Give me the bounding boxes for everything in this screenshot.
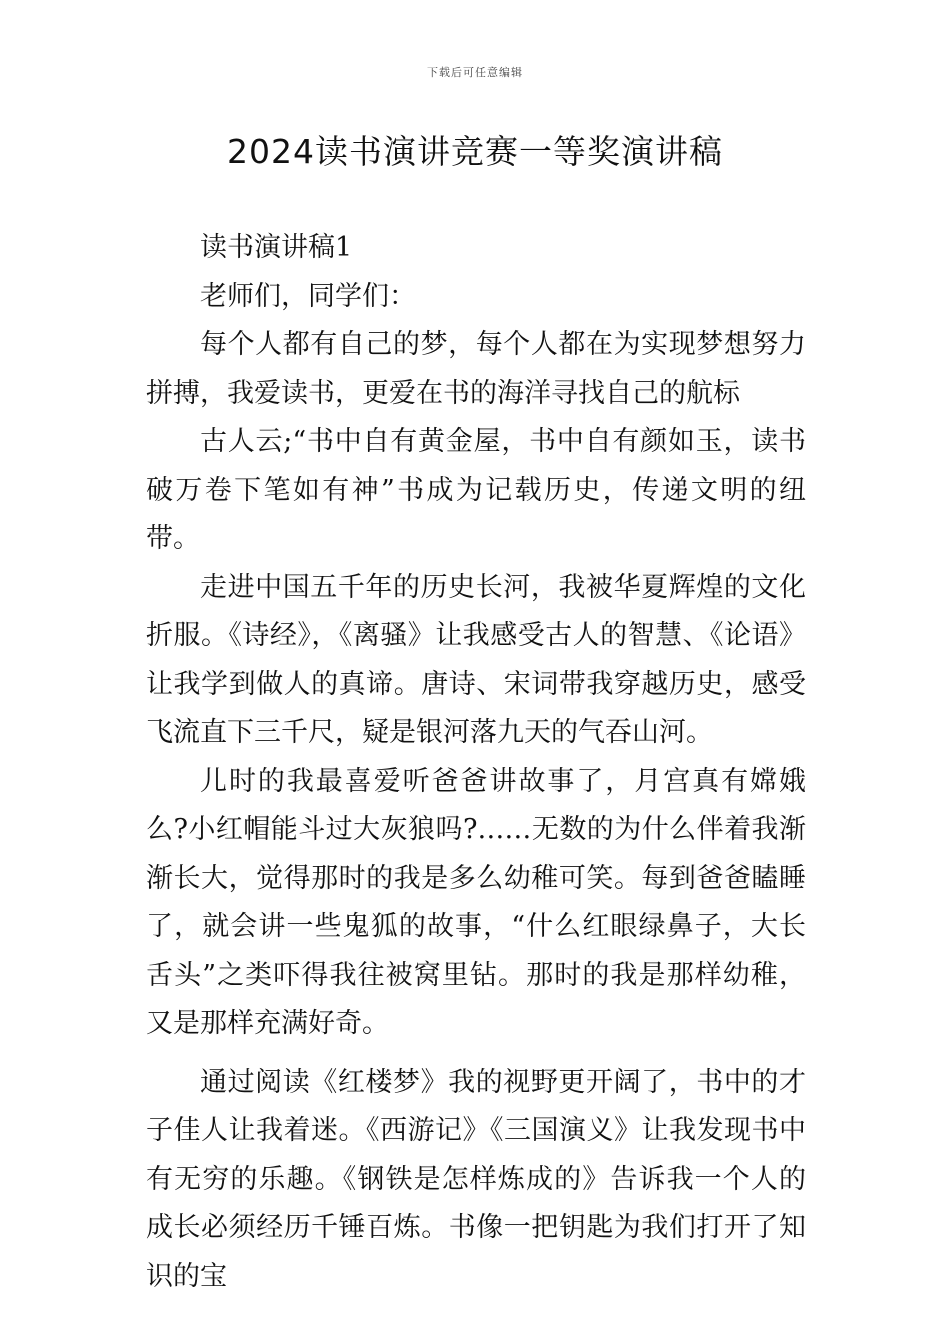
speech-heading: 读书演讲稿1 — [200, 232, 353, 263]
paragraph-childhood: 儿时的我最喜爱听爸爸讲故事了，月宫真有嫦娥么?小红帽能斗过大灰狼吗?……无数的为什么伴着我渐渐长大，觉得那时的我是多么幼稚可笑。每到爸爸瞌睡了，就会讲一些鬼狐的故事，“什么红眼绿鼻子，大长舌头”之类吓得我往被窝里钻。那时的我是那样幼稚，又是那样充满好奇。 — [146, 765, 806, 1039]
document-title: 2024读书演讲竞赛一等奖演讲稿 — [227, 132, 723, 171]
paragraph-classics: 通过阅读《红楼梦》我的视野更开阔了，书中的才子佳人让我着迷。《西游记》《三国演义》让我发现书中有无穷的乐趣。《钢铁是怎样炼成的》告诉我一个人的成长必须经历千锤百炼。书像一把钥匙为我们打开了知识的宝 — [146, 1066, 806, 1292]
paragraph-history: 走进中国五千年的历史长河，我被华夏辉煌的文化折服。《诗经》，《离骚》让我感受古人的智慧、《论语》让我学到做人的真谛。唐诗、宋词带我穿越历史，感受飞流直下三千尺，疑是银河落九天的气吞山河。 — [146, 571, 806, 748]
paragraph-dream: 每个人都有自己的梦，每个人都在为实现梦想努力拼搏，我爱读书，更爱在书的海洋寻找自己的航标 — [146, 329, 806, 409]
salutation: 老师们，同学们： — [200, 280, 416, 312]
header-note: 下载后可任意编辑 — [427, 66, 523, 79]
paragraph-ancients: 古人云;“书中自有黄金屋，书中自有颜如玉，读书破万卷下笔如有神”书成为记载历史，传递文明的纽带。 — [146, 426, 806, 554]
document-body — [146, 224, 806, 1301]
